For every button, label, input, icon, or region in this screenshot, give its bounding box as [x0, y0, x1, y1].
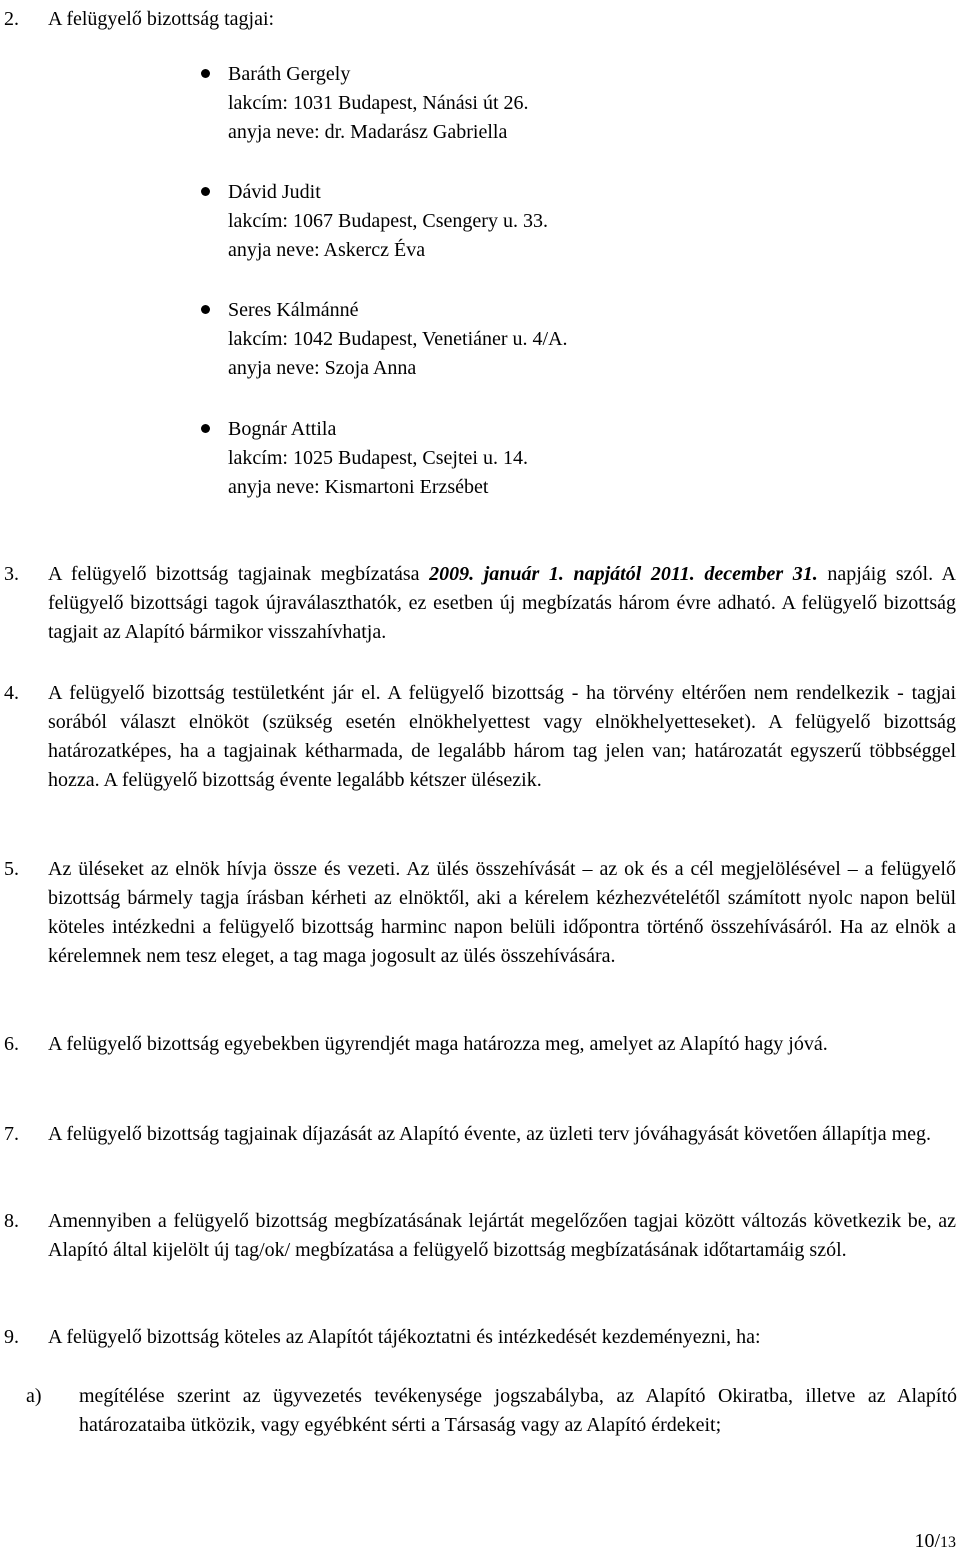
section-3-number: 3. [4, 563, 19, 585]
member-mother: anyja neve: Kismartoni Erzsébet [228, 476, 489, 498]
mandate-period: 2009. január 1. napjától 2011. december 31. [429, 563, 818, 585]
member-name: Seres Kálmánné [228, 299, 359, 321]
section-8-text: Amennyiben a felügyelő bizottság megbízatásának lejártát megelőzően tagjai között változás következik be, az Alapító által kijelölt új tag/ok/ megbízatása a felügyelő bizottság megbízatásának időtartamáig szól. [48, 1210, 956, 1261]
member-name: Dávid Judit [228, 181, 321, 203]
bullet-icon [201, 187, 210, 196]
section-5-number: 5. [4, 858, 19, 880]
section-5-text: Az üléseket az elnök hívja össze és vezeti. Az ülés összehívását – az ok és a cél megjelölésével – a felügyelő bizottság bármely tagja írásban kérheti az elnöktől, aki a kérelem kézhezvételétől számított nyolc napon belül köteles intézkedni a felügyelő bizottság harminc napon belüli időpontra történő összehívásáról. Ha az elnök a kérelemnek nem tesz eleget, a tag maga jogosult az ülés összehívására. [48, 858, 956, 967]
bullet-icon [201, 305, 210, 314]
page-number [914, 1527, 956, 1557]
member-mother: anyja neve: Szoja Anna [228, 357, 417, 379]
section-4-text: A felügyelő bizottság testületként jár el. A felügyelő bizottság - ha törvény eltérően nem rendelkezik - tagjai sorából választ elnököt (szükség esetén elnökhelyettest vagy elnökhelyetteseket). A felügyelő bizottság határozatképes, ha a tagjainak kétharmada, de legalább három tag jelen van; határozatát egyszerű többséggel hozza. A felügyelő bizottság évente legalább kétszer ülésezik. [48, 682, 956, 791]
section-3-text-a: A felügyelő bizottság tagjainak megbízatása [48, 563, 430, 585]
member-name: Baráth Gergely [228, 63, 351, 85]
bullet-icon [201, 424, 210, 433]
bullet-icon [201, 69, 210, 78]
member-address: lakcím: 1042 Budapest, Venetiáner u. 4/A. [228, 328, 568, 350]
list-item-text: megítélése szerint az ügyvezetés tevékenysége jogszabályba, az Alapító Okiratba, illetve az Alapító határozataiba ütközik, vagy egyébként sérti a Társaság vagy az Alapító érdekeit; [79, 1385, 957, 1436]
list-item-label: a) [26, 1385, 42, 1407]
section-6-number: 6. [4, 1033, 19, 1055]
member-name: Bognár Attila [228, 418, 337, 440]
member-address: lakcím: 1031 Budapest, Nánási út 26. [228, 92, 529, 114]
section-9-text: A felügyelő bizottság köteles az Alapítót tájékoztatni és intézkedését kezdeményezni, ha: [48, 1326, 761, 1348]
member-mother: anyja neve: dr. Madarász Gabriella [228, 121, 508, 143]
page-current: 10/ [914, 1530, 940, 1552]
section-2-number: 2. [4, 8, 19, 30]
section-9-number: 9. [4, 1326, 19, 1348]
section-3-text [48, 560, 956, 647]
section-4-number: 4. [4, 682, 19, 704]
section-3-text-b: napjáig szól. A felügyelő bizottsági tagok újraválaszthatók, ez esetben új megbízatás három évre adható. A felügyelő bizottság tagjait az Alapító bármikor visszahívhatja. [48, 563, 956, 643]
section-7-text: A felügyelő bizottság tagjainak díjazását az Alapító évente, az üzleti terv jóváhagyását követően állapítja meg. [48, 1123, 931, 1145]
section-7-number: 7. [4, 1123, 19, 1145]
section-8-number: 8. [4, 1210, 19, 1232]
member-mother: anyja neve: Askercz Éva [228, 239, 426, 261]
member-address: lakcím: 1025 Budapest, Csejtei u. 14. [228, 447, 528, 469]
section-2-title: A felügyelő bizottság tagjai: [48, 8, 275, 30]
member-address: lakcím: 1067 Budapest, Csengery u. 33. [228, 210, 548, 232]
section-6-text: A felügyelő bizottság egyebekben ügyrendjét maga határozza meg, amelyet az Alapító hagy jóvá. [48, 1033, 828, 1055]
page-total: 13 [940, 1534, 956, 1551]
